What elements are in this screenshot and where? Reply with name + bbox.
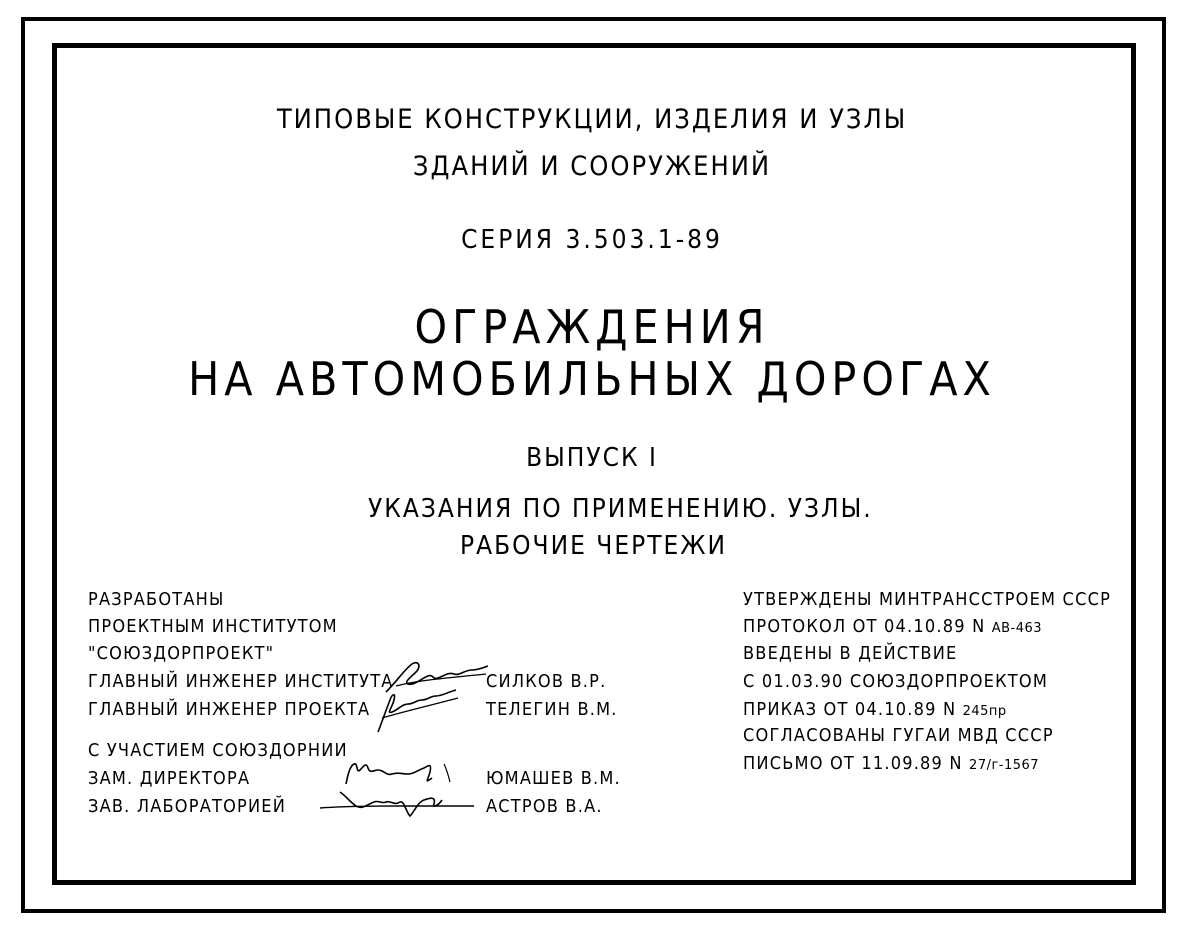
- institute-label: ПРОЕКТНЫМ ИНСТИТУТОМ: [88, 616, 338, 637]
- chief-engineer-institute-label: ГЛАВНЫЙ ИНЖЕНЕР ИНСТИТУТА: [88, 671, 394, 692]
- protocol-prefix: ПРОТОКОЛ ОТ 04.10.89 N: [743, 616, 986, 637]
- enacted-by: С 01.03.90 СОЮЗДОРПРОЕКТОМ: [743, 671, 1048, 692]
- chief-engineer-project-name: ТЕЛЕГИН В.М.: [486, 699, 618, 720]
- agreed-label: СОГЛАСОВАНЫ ГУГАИ МВД СССР: [743, 725, 1054, 746]
- order-line: [743, 699, 1007, 720]
- signature-astrov: [316, 786, 478, 820]
- enacted-label: ВВЕДЕНЫ В ДЕЙСТВИЕ: [743, 643, 958, 664]
- lab-head-label: ЗАВ. ЛАБОРАТОРИЕЙ: [88, 796, 287, 817]
- approved-label: УТВЕРЖДЕНЫ МИНТРАНССТРОЕМ СССР: [743, 589, 1112, 610]
- subtitle-line-2: РАБОЧИЕ ЧЕРТЕЖИ: [460, 531, 727, 561]
- subtitle-line-1: УКАЗАНИЯ ПО ПРИМЕНЕНИЮ. УЗЛЫ.: [368, 494, 873, 524]
- protocol-line: [743, 616, 1042, 637]
- title-line-1: ОГРАЖДЕНИЯ: [414, 300, 770, 354]
- letter-number: 27/г-1567: [969, 758, 1040, 773]
- deputy-director-label: ЗАМ. ДИРЕКТОРА: [88, 768, 251, 789]
- order-prefix: ПРИКАЗ ОТ 04.10.89 N: [743, 699, 957, 720]
- signature-telegin: [372, 688, 462, 736]
- chief-engineer-project-label: ГЛАВНЫЙ ИНЖЕНЕР ПРОЕКТА: [88, 699, 371, 720]
- lab-head-name: АСТРОВ В.А.: [486, 796, 603, 817]
- header-line-1: ТИПОВЫЕ КОНСТРУКЦИИ, ИЗДЕЛИЯ И УЗЛЫ: [276, 104, 908, 135]
- deputy-director-name: ЮМАШЕВ В.М.: [486, 768, 621, 789]
- header-line-2: ЗДАНИЙ И СООРУЖЕНИЙ: [412, 151, 772, 182]
- organization-name: "СОЮЗДОРПРОЕКТ": [88, 643, 275, 664]
- chief-engineer-institute-name: СИЛКОВ В.Р.: [486, 671, 607, 692]
- series-number: СЕРИЯ 3.503.1-89: [461, 225, 723, 255]
- protocol-number: АВ-463: [991, 621, 1043, 636]
- participation-label: С УЧАСТИЕМ СОЮЗДОРНИИ: [88, 740, 348, 761]
- title-line-2: НА АВТОМОБИЛЬНЫХ ДОРОГАХ: [188, 352, 996, 406]
- developed-label: РАЗРАБОТАНЫ: [88, 589, 225, 610]
- letter-prefix: ПИСЬМО ОТ 11.09.89 N: [743, 753, 963, 774]
- issue-number: ВЫПУСК I: [526, 443, 658, 473]
- order-number: 245пр: [962, 704, 1007, 719]
- letter-line: [743, 753, 1039, 774]
